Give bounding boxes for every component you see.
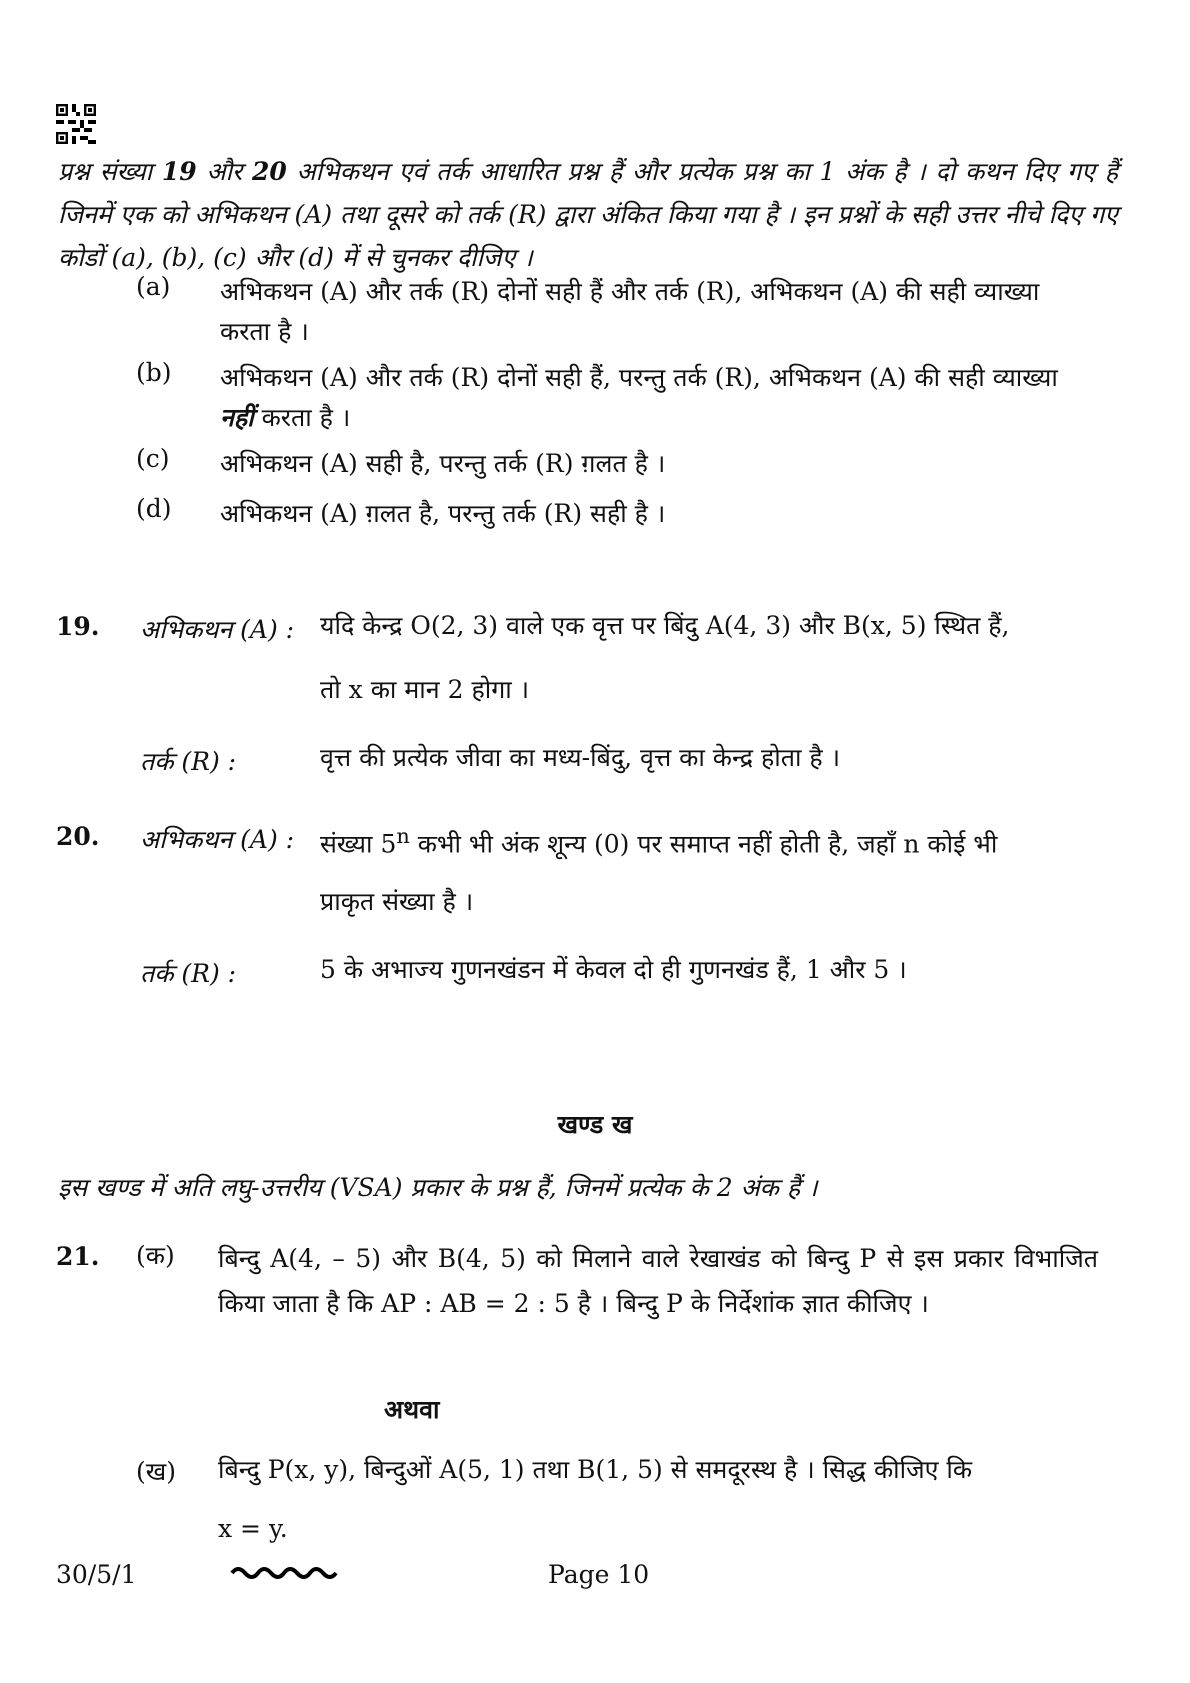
reason-label: तर्क (R) : [140,747,237,776]
assertion-label: अभिकथन (A) : [140,615,295,644]
question-number: 20. [56,822,100,851]
reason-label: तर्क (R) : [140,959,237,988]
option-d [136,494,1096,534]
section-title: खण्ड ख [557,1110,633,1139]
reason-text: वृत्त की प्रत्येक जीवा का मध्य-बिंदु, वृत्त का केन्द्र होता है । [320,743,841,772]
part-a-text: बिन्दु A(4, – 5) और B(4, 5) को मिलाने वाले रेखाखंड को बिन्दु P से इस प्रकार विभाजित किया जाता है कि AP : AB = 2 : 5 है । बिन्दु P के निर्देशांक ज्ञात कीजिए । [218,1244,1098,1318]
option-label: (c) [136,444,170,473]
option-label: (a) [136,272,171,301]
question-number-19: 19 [161,157,197,186]
assertion-text: संख्या 5$^n$ कभी भी अंक शून्य (0) पर समाप्त नहीं होती है, जहाँ n कोई भी [320,824,998,859]
option-label: (d) [136,494,172,523]
part-b-label: (ख) [136,1457,176,1486]
part-a-label: (क) [136,1241,175,1270]
assertion-text-cont: तो x का मान 2 होगा । [320,675,530,704]
part-b-text: बिन्दु P(x, y), बिन्दुओं A(5, 1) तथा B(1, 5) से समदूरस्थ है । सिद्ध कीजिए कि [218,1455,973,1484]
option-text: अभिकथन (A) सही है, परन्तु तर्क (R) ग़लत है । [220,449,666,478]
assertion-text-cont: प्राकृत संख्या है । [320,887,474,916]
section-note: इस खण्ड में अति लघु-उत्तरीय (VSA) प्रकार के प्रश्न हैं, जिनमें प्रत्येक के 2 अंक हैं । [58,1173,818,1202]
qr-code-icon [56,104,96,144]
assertion-label: अभिकथन (A) : [140,825,295,854]
or-label: अथवा [384,1395,440,1424]
emphasis-text: नहीं [220,403,254,432]
option-b [136,358,1096,438]
option-c [136,444,1096,484]
part-b-text-cont: x = y. [218,1514,288,1543]
page-number: Page 10 [548,1560,650,1589]
option-text: अभिकथन (A) और तर्क (R) दोनों सही हैं, परन्तु तर्क (R), अभिकथन (A) की सही व्याख्या नहीं करता है । [220,363,1058,432]
option-text: अभिकथन (A) ग़लत है, परन्तु तर्क (R) सही है । [220,499,666,528]
question-number: 19. [56,612,100,641]
option-a [136,272,1096,352]
instructions-paragraph: प्रश्न संख्या 19 और 20 अभिकथन एवं तर्क आधारित प्रश्न हैं और प्रत्येक प्रश्न का 1 अंक है । दो कथन दिए गए हैं जिनमें एक को अभिकथन (A) तथा दूसरे को तर्क (R) द्वारा अंकित किया गया है । इन प्रश्नों के सही उत्तर नीचे दिए गए कोडों (a), (b), (c) और (d) में से चुनकर दीजिए । [58,157,1119,272]
reason-text: 5 के अभाज्य गुणनखंडन में केवल दो ही गुणनखंड हैं, 1 और 5 । [320,955,907,984]
option-label: (b) [136,358,172,387]
wave-ornament-icon [230,1562,340,1584]
paper-code: 30/5/1 [56,1560,137,1589]
assertion-text: यदि केन्द्र O(2, 3) वाले एक वृत्त पर बिंदु A(4, 3) और B(x, 5) स्थित हैं, [320,611,1010,640]
question-number-20: 20 [252,157,287,186]
question-number: 21. [56,1242,100,1271]
option-text: अभिकथन (A) और तर्क (R) दोनों सही हैं और तर्क (R), अभिकथन (A) की सही व्याख्या करता है । [220,277,1040,346]
